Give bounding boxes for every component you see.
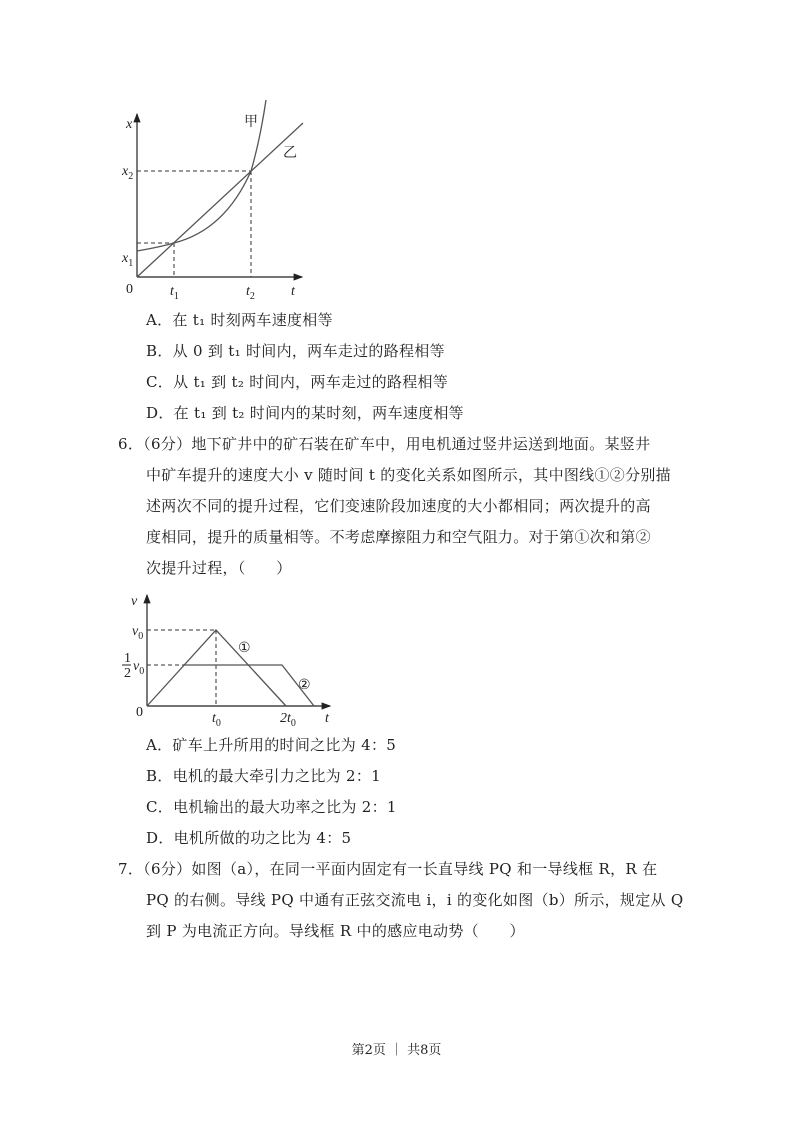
- q5-option-d: D．在 t₁ 到 t₂ 时间内的某时刻，两车速度相等: [146, 404, 464, 422]
- half-v0-label: $v_0$: [133, 659, 145, 677]
- yi-label: 乙: [283, 146, 297, 161]
- q7-stem-line: 到 P 为电流正方向。导线框 R 中的感应电动势（ ）: [146, 922, 525, 940]
- q6-stem-line: 述两次不同的提升过程，它们变速阶段加速度的大小都相同；两次提升的高: [146, 497, 651, 515]
- v0-label: $v_0$: [132, 624, 144, 642]
- t-axis-label: t: [291, 284, 295, 299]
- q5-option-b: B．从 0 到 t₁ 时间内，两车走过的路程相等: [146, 342, 445, 360]
- q6-stem-line: 中矿车提升的速度大小 v 随时间 t 的变化关系如图所示，其中图线①②分别描: [146, 466, 671, 484]
- page-footer: 第2页 ｜ 共8页: [351, 1043, 442, 1058]
- t1-label: $t_1$: [170, 284, 179, 302]
- q6-option-d: D．电机所做的功之比为 4：5: [146, 829, 352, 847]
- q6-option-c: C．电机输出的最大功率之比为 2：1: [146, 798, 397, 816]
- origin-label: 0: [126, 282, 133, 297]
- x-axis-label: x: [126, 117, 133, 132]
- v-axis-label: v: [131, 594, 138, 609]
- xt-graph: [121, 100, 303, 302]
- line-1-label: ①: [238, 641, 251, 656]
- q6-option-b: B．电机的最大牵引力之比为 2：1: [146, 767, 381, 785]
- vt-graph: [122, 594, 330, 729]
- line-yi: [137, 123, 303, 277]
- 2t0-label: $2t_0$: [280, 711, 296, 729]
- t-axis-label: t: [325, 711, 329, 726]
- line-2: [182, 665, 314, 706]
- q5-option-c: C．从 t₁ 到 t₂ 时间内，两车走过的路程相等: [146, 373, 449, 391]
- x1-label: $x_1$: [122, 251, 134, 269]
- x2-label: $x_2$: [122, 164, 134, 182]
- half-denominator: 2: [124, 666, 131, 681]
- t0-label: $t_0$: [212, 711, 221, 729]
- q6-stem-line: 次提升过程，（ ）: [146, 559, 292, 577]
- q6-stem-line: 度相同，提升的质量相等。不考虑摩擦阻力和空气阻力。对于第①次和第②: [146, 528, 651, 546]
- t2-label: $t_2$: [246, 284, 255, 302]
- jia-label: 甲: [244, 115, 258, 130]
- q7-stem-line: PQ 的右侧。导线 PQ 中通有正弦交流电 i，i 的变化如图（b）所示，规定从 Q: [146, 891, 684, 909]
- origin-label: 0: [136, 705, 143, 720]
- line-2-label: ②: [298, 678, 311, 693]
- q5-option-a: A．在 t₁ 时刻两车速度相等: [146, 311, 333, 329]
- q7-stem-line: 7．（6分）如图（a），在同一平面内固定有一长直导线 PQ 和一导线框 R，R 在: [118, 860, 658, 878]
- q6-option-a: A．矿车上升所用的时间之比为 4：5: [146, 736, 397, 754]
- q6-stem-line: 6．（6分）地下矿井中的矿石装在矿车中，用电机通过竖井运送到地面。某竖井: [118, 435, 651, 453]
- half-numerator: 1: [124, 651, 131, 666]
